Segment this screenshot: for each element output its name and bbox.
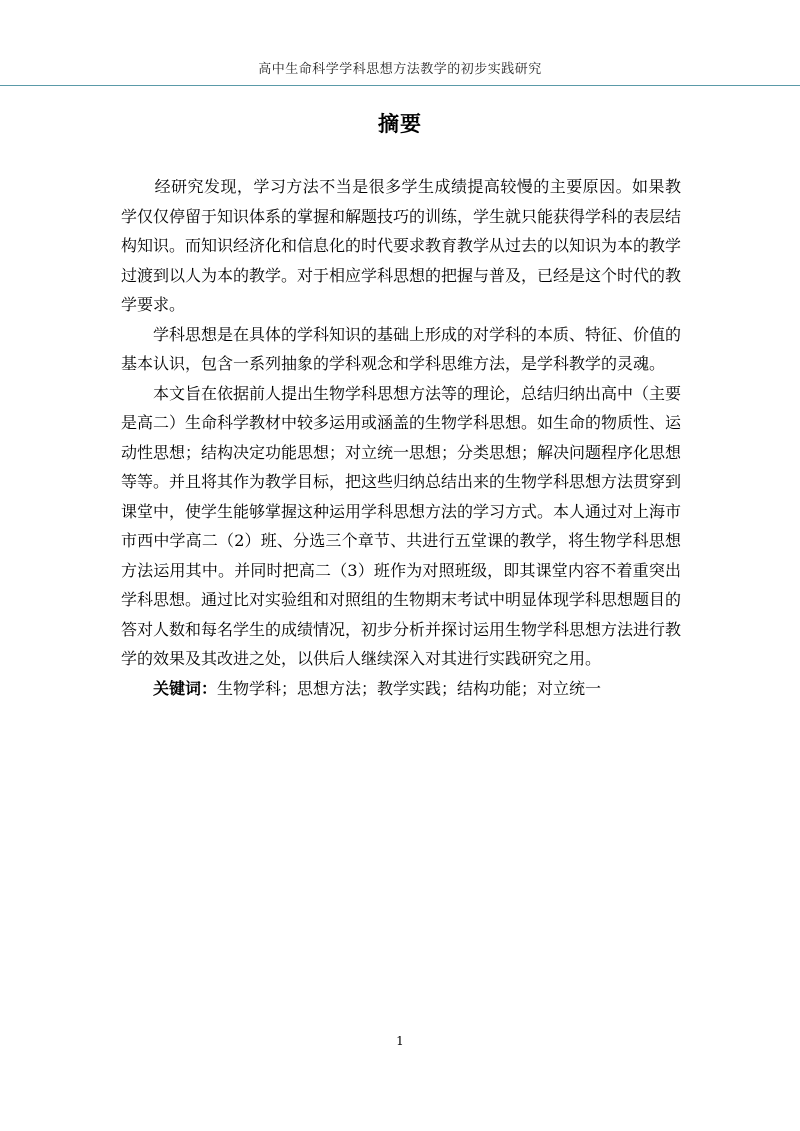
running-header: 高中生命科学学科思想方法教学的初步实践研究 [258, 62, 542, 77]
keywords-list: 生物学科；思想方法；教学实践；结构功能；对立统一 [217, 678, 602, 698]
abstract-paragraph: 学科思想是在具体的学科知识的基础上形成的对学科的本质、特征、价值的基本认识，包含一系列抽象的学科观念和学科思维方法，是学科教学的灵魂。 [121, 324, 682, 373]
abstract-paragraph: 本文旨在依据前人提出生物学科思想方法等的理论，总结归纳出高中（主要是高二）生命科学教材中较多运用或涵盖的生物学科思想。如生命的物质性、运动性思想；结构决定功能思想；对立统一思想；分类思想；解决问题程序化思想等等。并且将其作为教学目标，把这些归纳总结出来的生物学科思想方法贯穿到课堂中，使学生能够掌握这种运用学科思想方法的学习方式。本人通过对上海市市西中学高二（2）班、分选三个章节、共进行五堂课的教学，将生物学科思想方法运用其中。并同时把高二（3）班作为对照班级，即其课堂内容不着重突出学科思想。通过比对实验组和对照组的生物期末考试中明显体现学科思想题目的答对人数和每名学生的成绩情况，初步分析并探讨运用生物学科思想方法进行教学的效果及其改进之处，以供后人继续深入对其进行实践研究之用。 [121, 383, 682, 668]
keywords-label: 关键词： [153, 678, 218, 698]
header-divider [0, 85, 800, 86]
abstract-body [121, 172, 681, 703]
page-number: 1 [396, 1034, 404, 1048]
abstract-paragraph: 经研究发现，学习方法不当是很多学生成绩提高较慢的主要原因。如果教学仅仅停留于知识体系的掌握和解题技巧的训练，学生就只能获得学科的表层结构知识。而知识经济化和信息化的时代要求教育教学从过去的以知识为本的教学过渡到以人为本的教学。对于相应学科思想的把握与普及，已经是这个时代的教学要求。 [121, 177, 682, 314]
abstract-title: 摘要 [378, 112, 422, 136]
keywords-line [121, 674, 681, 704]
